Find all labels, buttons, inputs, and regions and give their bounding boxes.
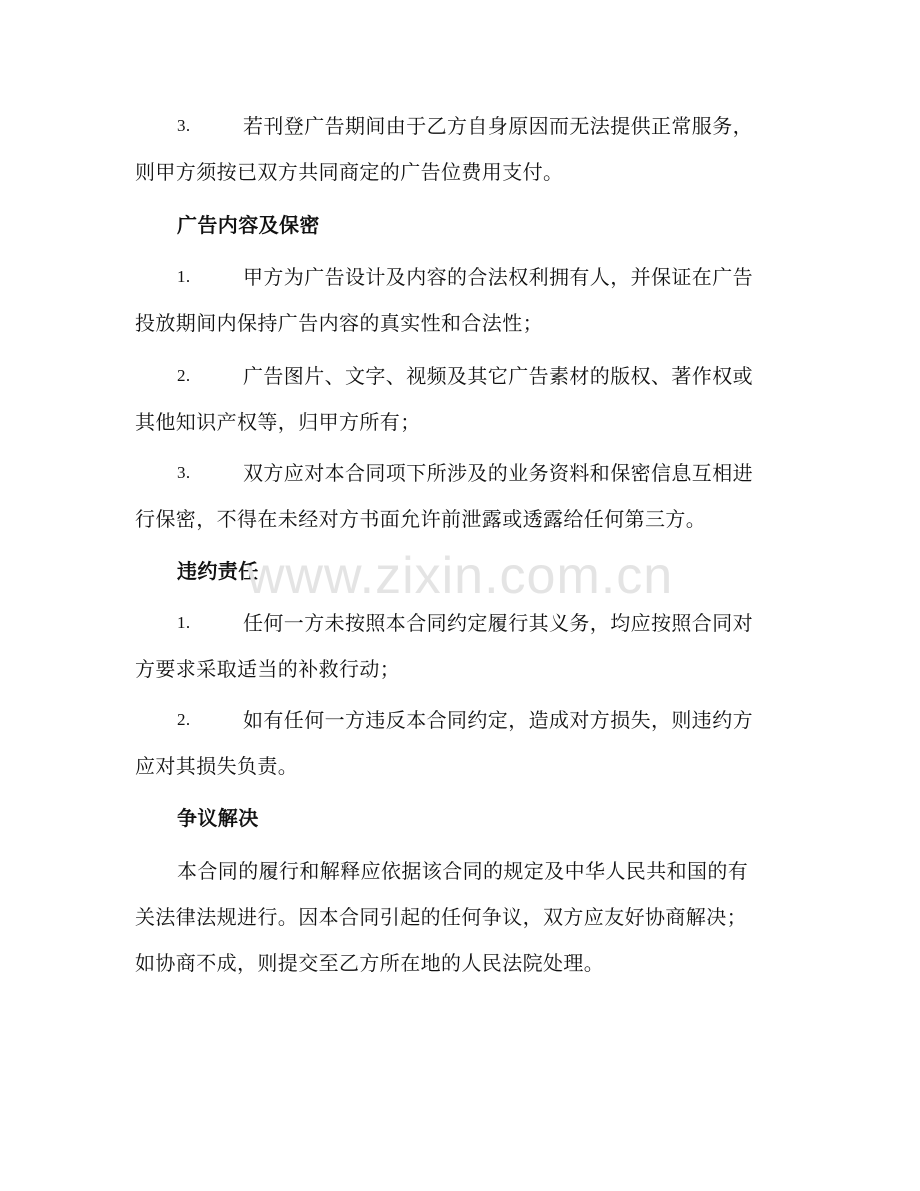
- item-text-line: 甲方为广告设计及内容的合法权利拥有人，并保证在广告: [243, 265, 753, 289]
- item-text-line: 其他知识产权等，归甲方所有；: [135, 410, 421, 434]
- paragraph: [135, 848, 775, 986]
- item-text-line: 若刊登广告期间由于乙方自身原因而无法提供正常服务，: [243, 114, 753, 138]
- watermark: www.zixin.com.cn: [246, 547, 674, 605]
- list-item: [135, 697, 775, 789]
- paragraph-line: 本合同的履行和解释应依据该合同的规定及中华人民共和国的有: [177, 859, 749, 883]
- list-item: [135, 353, 775, 445]
- item-text-line: 双方应对本合同项下所涉及的业务资料和保密信息互相进: [243, 461, 753, 485]
- item-number: 2.: [177, 366, 191, 385]
- list-item: [135, 254, 775, 346]
- item-text-line: 行保密，不得在未经对方书面允许前泄露或透露给任何第三方。: [135, 507, 707, 531]
- item-text-line: 如有任何一方违反本合同约定，造成对方损失，则违约方: [243, 708, 753, 732]
- item-number: 1.: [177, 267, 191, 286]
- item-text-line: 广告图片、文字、视频及其它广告素材的版权、著作权或: [243, 364, 753, 388]
- paragraph-line: 如协商不成，则提交至乙方所在地的人民法院处理。: [135, 951, 605, 975]
- item-text-line: 应对其损失负责。: [135, 754, 299, 778]
- list-item: [135, 103, 775, 195]
- section-heading: 广告内容及保密: [177, 213, 320, 237]
- list-item: [135, 450, 775, 542]
- item-text-line: 方要求采取适当的补救行动；: [135, 657, 401, 681]
- item-text-line: 任何一方未按照本合同约定履行其义务，均应按照合同对: [243, 611, 753, 635]
- item-text-line: 则甲方须按已双方共同商定的广告位费用支付。: [135, 160, 564, 184]
- item-number: 3.: [177, 463, 191, 482]
- paragraph-line: 关法律法规进行。因本合同引起的任何争议，双方应友好协商解决；: [135, 905, 747, 929]
- section-heading: 争议解决: [177, 806, 259, 830]
- item-number: 2.: [177, 710, 191, 729]
- item-number: 1.: [177, 613, 191, 632]
- section-heading: 违约责任: [177, 559, 259, 583]
- list-item: [135, 600, 775, 692]
- item-text-line: 投放期间内保持广告内容的真实性和合法性；: [135, 311, 543, 335]
- item-number: 3.: [177, 116, 191, 135]
